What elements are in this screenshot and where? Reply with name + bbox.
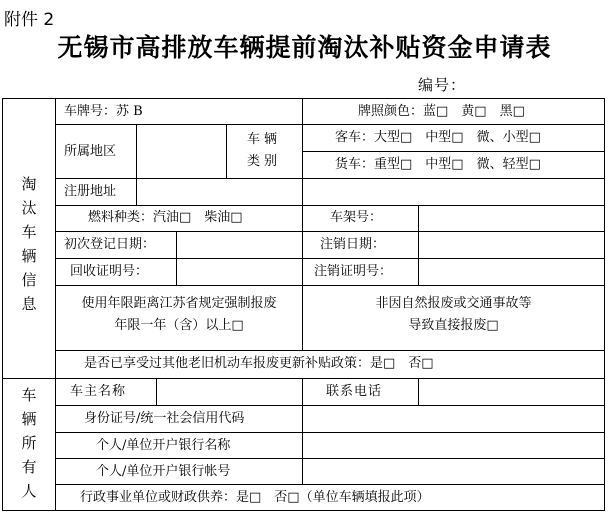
cell-line (176, 231, 177, 285)
bank-account-label: 个人/单位开户银行帐号 (96, 464, 231, 479)
id-number-label: 身份证号/统一社会信用代码 (84, 411, 245, 426)
row-line (302, 151, 605, 152)
recycle-certificate-label: 回收证明号： (70, 264, 149, 279)
cell-line (136, 124, 137, 205)
table-border-right (604, 98, 605, 511)
attachment-label: 附件 2 (4, 10, 55, 30)
cancellation-certificate-label: 注销证明号： (314, 264, 393, 279)
serial-number-label: 编号： (418, 76, 467, 94)
table-border-top (2, 98, 605, 99)
row-line (55, 178, 605, 179)
plate-number-field[interactable]: 车牌号：苏 B (64, 104, 143, 119)
section-title-vehicle-info: 淘 汰 车 辆 信 息 (21, 175, 37, 313)
row-line (55, 484, 605, 485)
age-limit-option[interactable]: 使用年限距离江苏省规定强制报废 年限一年（含）以上□ (81, 296, 277, 333)
row-line (55, 458, 605, 459)
frame-number-label: 车架号： (330, 210, 383, 225)
row-line (55, 350, 605, 351)
government-unit-question[interactable]: 行政事业单位或财政供养：是□ 否□（单位车辆填报此项） (80, 490, 430, 505)
vehicle-category-label: 车辆 类别 (246, 132, 281, 169)
other-subsidy-question[interactable]: 是否已享受过其他老旧机动车报废更新补贴政策：是□ 否□ (84, 356, 434, 371)
table-border-bottom (2, 510, 605, 511)
row-line (55, 124, 605, 125)
cell-line (302, 378, 303, 484)
table-border-left (2, 98, 3, 511)
row-line (55, 285, 605, 286)
cell-line (226, 124, 227, 178)
first-registration-date-label: 初次登记日期： (64, 237, 156, 252)
row-line (55, 258, 605, 259)
row-line (55, 205, 605, 206)
bank-name-label: 个人/单位开户银行名称 (96, 438, 231, 453)
row-line (55, 231, 605, 232)
register-address-label: 注册地址 (64, 184, 117, 199)
passenger-vehicle-options[interactable]: 客车：大型□ 中型□ 微、小型□ (335, 130, 541, 145)
plate-color-options[interactable]: 牌照颜色：蓝□ 黄□ 黑□ (358, 104, 525, 119)
section-title-owner: 车 辆 所 有 人 (21, 386, 37, 500)
cargo-vehicle-options[interactable]: 货车：重型□ 中型□ 微、轻型□ (335, 157, 541, 172)
non-natural-scrap-option[interactable]: 非因自然报废或交通事故等 导致直接报废□ (375, 296, 532, 333)
cancellation-date-label: 注销日期： (320, 237, 386, 252)
cell-line (302, 98, 303, 205)
cell-line (418, 378, 419, 405)
region-label: 所属地区 (64, 144, 117, 159)
section-divider (2, 378, 605, 379)
contact-phone-label: 联系电话 (326, 384, 383, 399)
cell-line (156, 378, 157, 405)
cell-line (418, 205, 419, 285)
owner-name-label: 车主名称 (70, 384, 127, 399)
row-line (55, 432, 605, 433)
fuel-type-options[interactable]: 燃料种类：汽油□ 柴油□ (88, 210, 243, 225)
form-title: 无锡市高排放车辆提前淘汰补贴资金申请表 (57, 33, 552, 62)
row-line (55, 405, 605, 406)
